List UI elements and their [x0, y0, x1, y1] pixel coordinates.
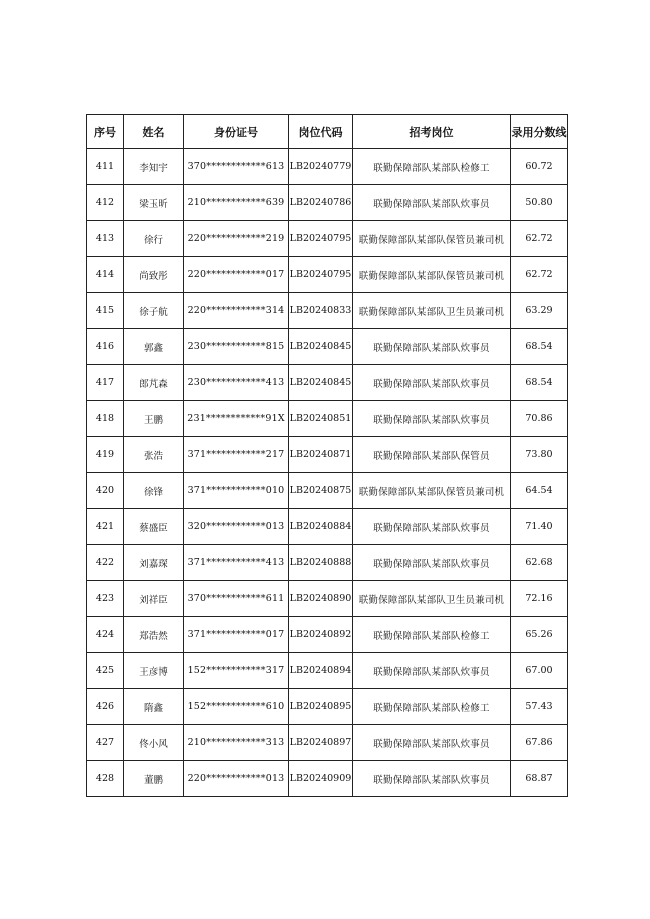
header-score: 录用分数线	[511, 115, 568, 149]
cell-post: 联勤保障部队某部队炊事员	[353, 365, 511, 401]
cell-name: 刘嘉琛	[124, 545, 184, 581]
cell-id-number: 210************639	[184, 185, 289, 221]
table-row	[87, 437, 568, 473]
cell-post-code: LB20240786	[289, 185, 353, 221]
cell-score: 65.26	[511, 617, 568, 653]
cell-post-code: LB20240845	[289, 329, 353, 365]
table-row	[87, 401, 568, 437]
cell-seq: 420	[87, 473, 124, 509]
table-row	[87, 617, 568, 653]
table-body	[87, 149, 568, 797]
cell-post-code: LB20240833	[289, 293, 353, 329]
header-name: 姓名	[124, 115, 184, 149]
cell-post: 联勤保障部队某部队检修工	[353, 689, 511, 725]
header-post-code: 岗位代码	[289, 115, 353, 149]
cell-id-number: 220************017	[184, 257, 289, 293]
cell-id-number: 370************611	[184, 581, 289, 617]
cell-post-code: LB20240892	[289, 617, 353, 653]
cell-post-code: LB20240795	[289, 257, 353, 293]
cell-score: 68.54	[511, 329, 568, 365]
cell-post: 联勤保障部队某部队检修工	[353, 149, 511, 185]
cell-seq: 414	[87, 257, 124, 293]
cell-score: 70.86	[511, 401, 568, 437]
cell-name: 王鹏	[124, 401, 184, 437]
cell-post-code: LB20240871	[289, 437, 353, 473]
cell-name: 梁玉昕	[124, 185, 184, 221]
cell-post: 联勤保障部队某部队炊事员	[353, 401, 511, 437]
table-row	[87, 761, 568, 797]
table-row	[87, 653, 568, 689]
cell-post-code: LB20240895	[289, 689, 353, 725]
header-row	[87, 115, 568, 149]
cell-post: 联勤保障部队某部队保管员兼司机	[353, 257, 511, 293]
cell-id-number: 371************217	[184, 437, 289, 473]
cell-name: 郑浩然	[124, 617, 184, 653]
cell-seq: 419	[87, 437, 124, 473]
cell-score: 57.43	[511, 689, 568, 725]
cell-name: 董鹏	[124, 761, 184, 797]
cell-score: 60.72	[511, 149, 568, 185]
cell-name: 徐锋	[124, 473, 184, 509]
cell-post-code: LB20240894	[289, 653, 353, 689]
table-row	[87, 221, 568, 257]
cell-name: 佟小风	[124, 725, 184, 761]
header-id-number: 身份证号	[184, 115, 289, 149]
cell-post-code: LB20240795	[289, 221, 353, 257]
cell-post: 联勤保障部队某部队保管员兼司机	[353, 221, 511, 257]
cell-post: 联勤保障部队某部队炊事员	[353, 545, 511, 581]
cell-post: 联勤保障部队某部队卫生员兼司机	[353, 581, 511, 617]
cell-post-code: LB20240884	[289, 509, 353, 545]
cell-name: 郎芃森	[124, 365, 184, 401]
table-row	[87, 689, 568, 725]
cell-seq: 421	[87, 509, 124, 545]
cell-post-code: LB20240909	[289, 761, 353, 797]
cell-seq: 412	[87, 185, 124, 221]
cell-seq: 418	[87, 401, 124, 437]
admission-table	[86, 114, 568, 797]
cell-score: 64.54	[511, 473, 568, 509]
cell-name: 刘祥臣	[124, 581, 184, 617]
cell-score: 68.87	[511, 761, 568, 797]
cell-seq: 427	[87, 725, 124, 761]
cell-score: 72.16	[511, 581, 568, 617]
table-row	[87, 293, 568, 329]
cell-id-number: 230************413	[184, 365, 289, 401]
cell-id-number: 220************013	[184, 761, 289, 797]
cell-id-number: 220************314	[184, 293, 289, 329]
cell-id-number: 220************219	[184, 221, 289, 257]
cell-post: 联勤保障部队某部队检修工	[353, 617, 511, 653]
table-row	[87, 473, 568, 509]
cell-id-number: 371************017	[184, 617, 289, 653]
cell-score: 63.29	[511, 293, 568, 329]
header-seq: 序号	[87, 115, 124, 149]
cell-post-code: LB20240845	[289, 365, 353, 401]
cell-seq: 423	[87, 581, 124, 617]
cell-score: 62.72	[511, 221, 568, 257]
cell-seq: 417	[87, 365, 124, 401]
table-row	[87, 509, 568, 545]
cell-post-code: LB20240897	[289, 725, 353, 761]
cell-id-number: 152************610	[184, 689, 289, 725]
cell-seq: 415	[87, 293, 124, 329]
table-row	[87, 545, 568, 581]
cell-seq: 413	[87, 221, 124, 257]
cell-score: 62.72	[511, 257, 568, 293]
cell-id-number: 371************010	[184, 473, 289, 509]
cell-score: 67.86	[511, 725, 568, 761]
cell-post: 联勤保障部队某部队炊事员	[353, 509, 511, 545]
table-row	[87, 185, 568, 221]
cell-name: 徐行	[124, 221, 184, 257]
cell-post-code: LB20240779	[289, 149, 353, 185]
cell-score: 67.00	[511, 653, 568, 689]
cell-name: 隋鑫	[124, 689, 184, 725]
cell-name: 蔡盛臣	[124, 509, 184, 545]
cell-post: 联勤保障部队某部队炊事员	[353, 761, 511, 797]
cell-score: 50.80	[511, 185, 568, 221]
cell-name: 王彦博	[124, 653, 184, 689]
cell-seq: 426	[87, 689, 124, 725]
cell-post: 联勤保障部队某部队保管员	[353, 437, 511, 473]
cell-seq: 422	[87, 545, 124, 581]
cell-name: 张浩	[124, 437, 184, 473]
cell-seq: 416	[87, 329, 124, 365]
cell-id-number: 370************613	[184, 149, 289, 185]
cell-seq: 424	[87, 617, 124, 653]
table-row	[87, 365, 568, 401]
table-row	[87, 725, 568, 761]
cell-id-number: 230************815	[184, 329, 289, 365]
cell-post-code: LB20240888	[289, 545, 353, 581]
cell-seq: 425	[87, 653, 124, 689]
cell-post: 联勤保障部队某部队炊事员	[353, 653, 511, 689]
cell-post: 联勤保障部队某部队炊事员	[353, 185, 511, 221]
cell-post-code: LB20240875	[289, 473, 353, 509]
cell-id-number: 210************313	[184, 725, 289, 761]
cell-post: 联勤保障部队某部队卫生员兼司机	[353, 293, 511, 329]
cell-id-number: 152************317	[184, 653, 289, 689]
table-row	[87, 329, 568, 365]
cell-score: 62.68	[511, 545, 568, 581]
cell-post: 联勤保障部队某部队炊事员	[353, 725, 511, 761]
cell-score: 71.40	[511, 509, 568, 545]
table-row	[87, 257, 568, 293]
cell-id-number: 320************013	[184, 509, 289, 545]
table-row	[87, 149, 568, 185]
cell-score: 73.80	[511, 437, 568, 473]
cell-score: 68.54	[511, 365, 568, 401]
cell-name: 郭鑫	[124, 329, 184, 365]
cell-post: 联勤保障部队某部队保管员兼司机	[353, 473, 511, 509]
cell-seq: 411	[87, 149, 124, 185]
table-row	[87, 581, 568, 617]
cell-name: 徐子航	[124, 293, 184, 329]
cell-name: 尚致彤	[124, 257, 184, 293]
cell-id-number: 371************413	[184, 545, 289, 581]
cell-post-code: LB20240851	[289, 401, 353, 437]
cell-name: 李知宇	[124, 149, 184, 185]
cell-post: 联勤保障部队某部队炊事员	[353, 329, 511, 365]
cell-seq: 428	[87, 761, 124, 797]
header-post: 招考岗位	[353, 115, 511, 149]
cell-post-code: LB20240890	[289, 581, 353, 617]
cell-id-number: 231************91X	[184, 401, 289, 437]
